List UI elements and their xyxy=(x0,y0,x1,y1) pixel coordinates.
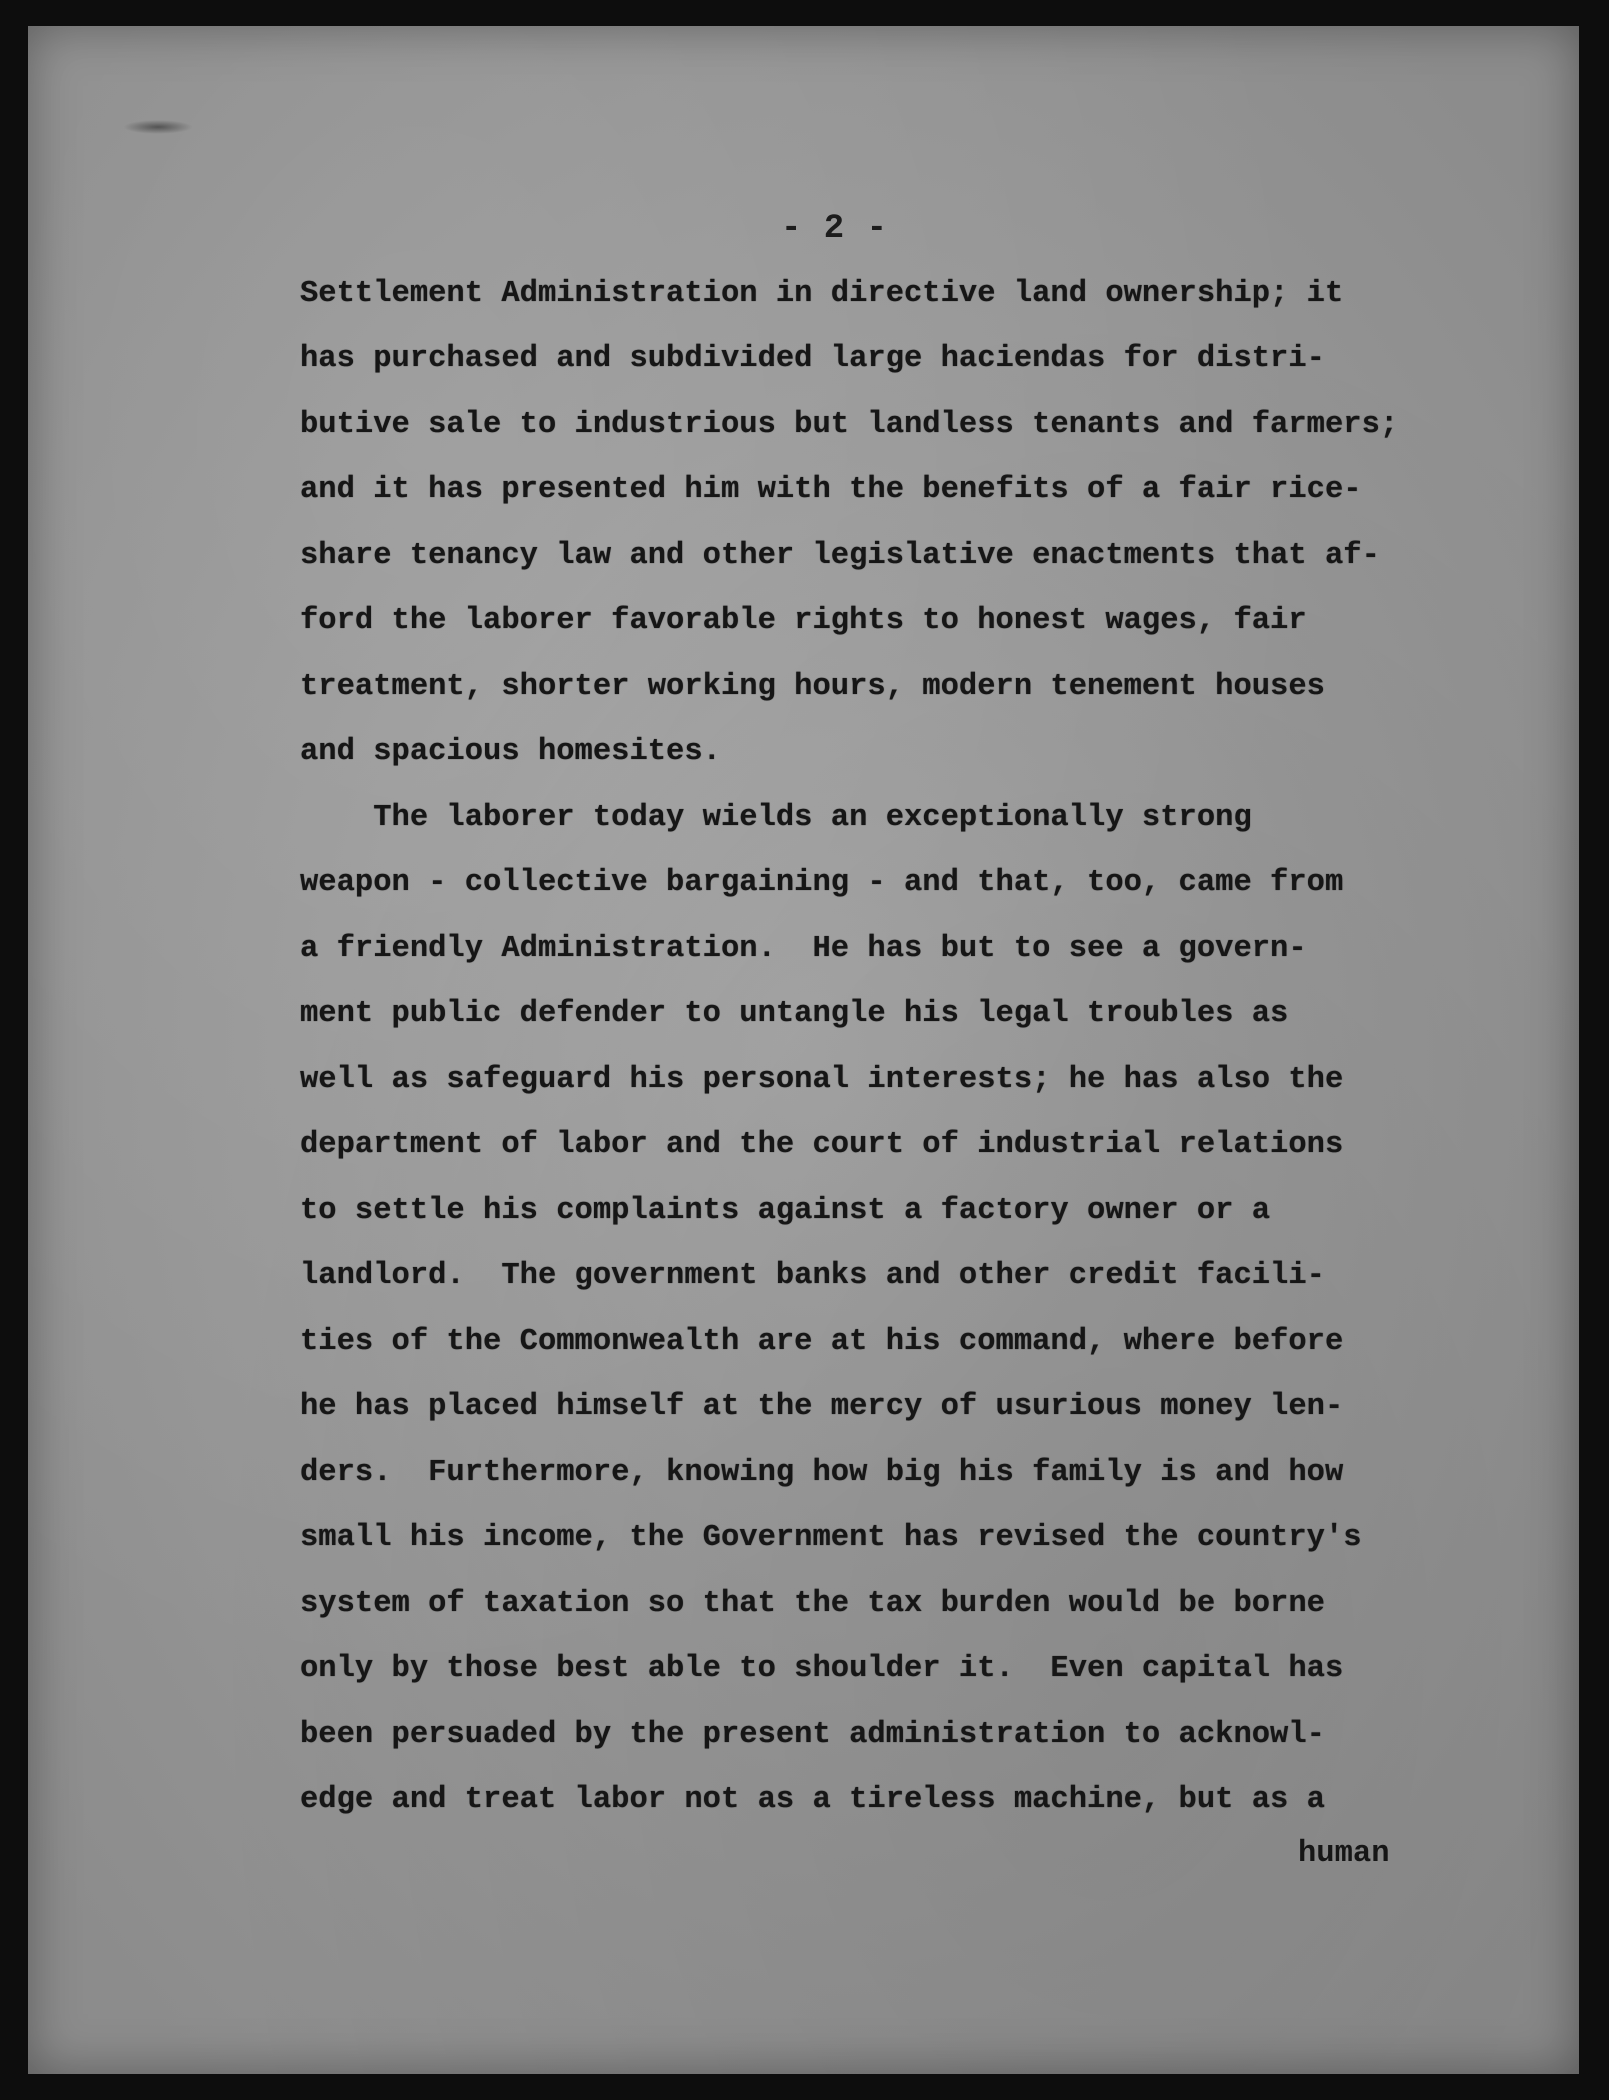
document-page xyxy=(28,26,1579,2074)
text-line: ders. Furthermore, knowing how big his family is and how xyxy=(300,1456,1344,1490)
text-line: and it has presented him with the benefits of a fair rice- xyxy=(300,473,1362,507)
text-line: department of labor and the court of industrial relations xyxy=(300,1128,1344,1162)
catchword: human xyxy=(1298,1837,1390,1871)
text-line: he has placed himself at the mercy of usurious money len- xyxy=(300,1390,1344,1424)
text-line: small his income, the Government has revised the country's xyxy=(300,1521,1362,1555)
text-line: system of taxation so that the tax burden would be borne xyxy=(300,1587,1325,1621)
text-line: landlord. The government banks and other credit facili- xyxy=(300,1259,1325,1293)
text-line: treatment, shorter working hours, modern tenement houses xyxy=(300,670,1325,704)
text-line: only by those best able to shoulder it. Even capital has xyxy=(300,1652,1344,1686)
text-line: share tenancy law and other legislative enactments that af- xyxy=(300,539,1380,573)
ink-smudge xyxy=(123,120,193,134)
text-line: edge and treat labor not as a tireless machine, but as a xyxy=(300,1783,1325,1817)
text-line: weapon - collective bargaining - and that, too, came from xyxy=(300,866,1344,900)
text-line: Settlement Administration in directive land ownership; it xyxy=(300,277,1344,311)
text-line: been persuaded by the present administration to acknowl- xyxy=(300,1718,1325,1752)
text-line: butive sale to industrious but landless tenants and farmers; xyxy=(300,408,1399,442)
page-number: - 2 - xyxy=(780,210,889,248)
text-line: well as safeguard his personal interests; he has also the xyxy=(300,1063,1344,1097)
text-line: ford the laborer favorable rights to honest wages, fair xyxy=(300,604,1307,638)
text-line: a friendly Administration. He has but to see a govern- xyxy=(300,932,1307,966)
text-line: The laborer today wields an exceptionally strong xyxy=(300,801,1252,835)
text-line: has purchased and subdivided large haciendas for distri- xyxy=(300,342,1325,376)
text-line: and spacious homesites. xyxy=(300,735,721,769)
text-line: ties of the Commonwealth are at his command, where before xyxy=(300,1325,1344,1359)
text-line: to settle his complaints against a factory owner or a xyxy=(300,1194,1271,1228)
text-line: ment public defender to untangle his legal troubles as xyxy=(300,997,1289,1031)
